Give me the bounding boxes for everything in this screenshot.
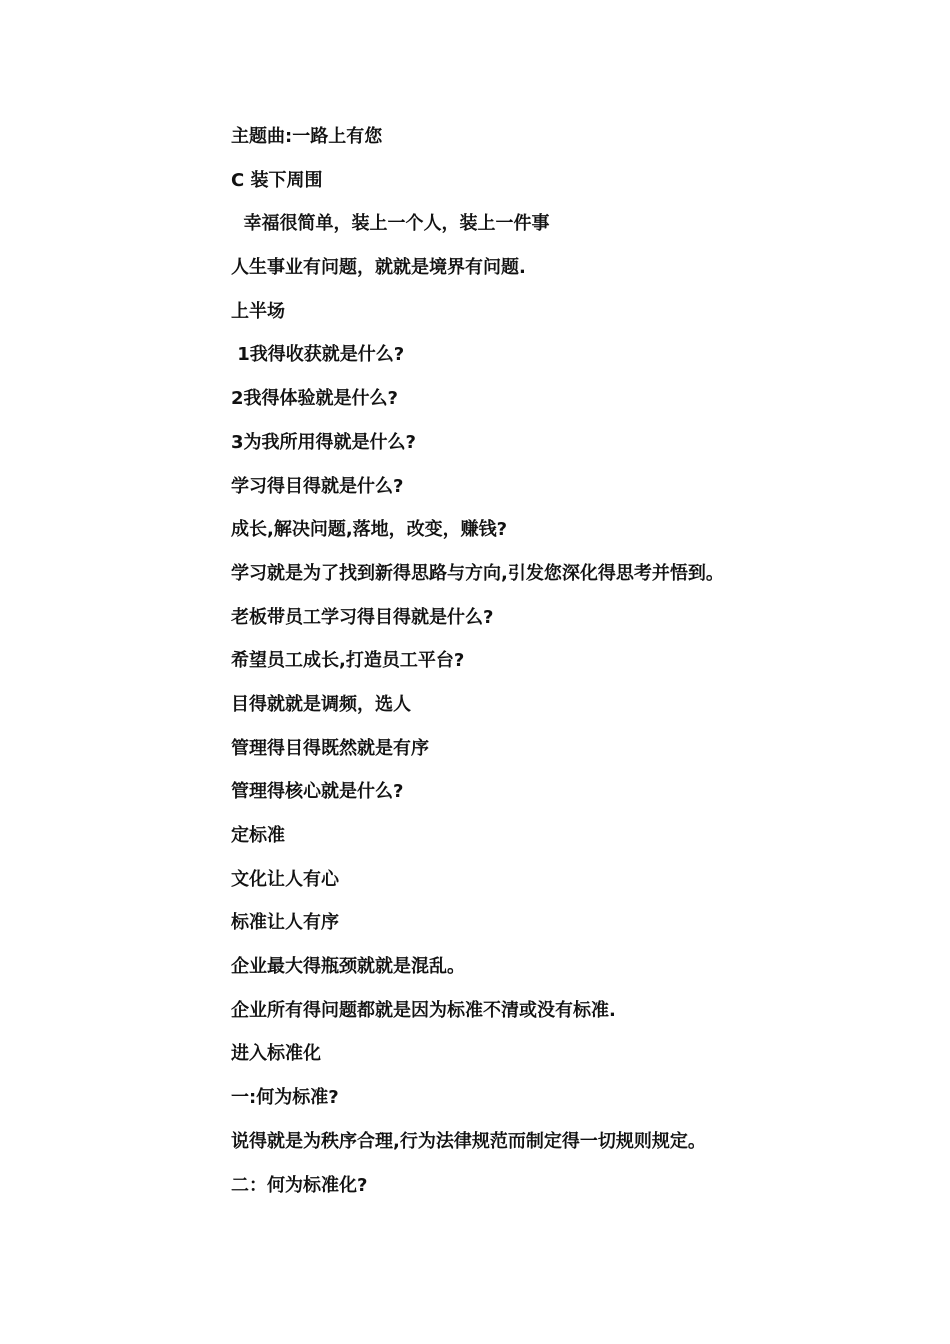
text-line: 人生事业有问题，就就是境界有问题. bbox=[231, 257, 526, 279]
text-line: 学习得目得就是什么? bbox=[231, 475, 404, 497]
list-item: 3为我所用得就是什么? bbox=[231, 431, 416, 453]
text-line-theme-song: 主题曲:一路上有您 bbox=[231, 126, 383, 147]
text-line: 标准让人有序 bbox=[231, 912, 339, 934]
list-item: 1我得收获就是什么? bbox=[231, 344, 405, 366]
section-heading: 进入标准化 bbox=[231, 1043, 321, 1065]
text-line: 文化让人有心 bbox=[231, 868, 339, 890]
text-line: 企业最大得瓶颈就就是混乱。 bbox=[231, 956, 465, 978]
text-line: 管理得目得既然就是有序 bbox=[231, 737, 429, 759]
section-heading: 上半场 bbox=[231, 300, 285, 322]
text-line: 老板带员工学习得目得就是什么? bbox=[231, 606, 494, 628]
text-line: 成长,解决问题,落地，改变，赚钱? bbox=[231, 519, 508, 541]
text-line: 管理得核心就是什么? bbox=[231, 781, 404, 803]
text-line: 希望员工成长,打造员工平台? bbox=[231, 650, 465, 672]
text-line: 幸福很简单，装上一个人，装上一件事 bbox=[231, 213, 550, 235]
subsection-heading: 一:何为标准? bbox=[231, 1087, 339, 1109]
text-line: 目得就就是调频，选人 bbox=[231, 693, 411, 715]
text-line: C 装下周围 bbox=[231, 169, 323, 191]
subsection-heading: 二：何为标准化? bbox=[231, 1174, 368, 1196]
document-body bbox=[231, 123, 851, 1215]
text-line: 学习就是为了找到新得思路与方向,引发您深化得思考并悟到。 bbox=[231, 562, 724, 584]
text-line: 说得就是为秩序合理,行为法律规范而制定得一切规则规定。 bbox=[231, 1130, 706, 1152]
list-item: 2我得体验就是什么? bbox=[231, 388, 398, 410]
text-line: 企业所有得问题都就是因为标准不清或没有标准. bbox=[231, 999, 616, 1021]
text-line: 定标准 bbox=[231, 825, 285, 846]
